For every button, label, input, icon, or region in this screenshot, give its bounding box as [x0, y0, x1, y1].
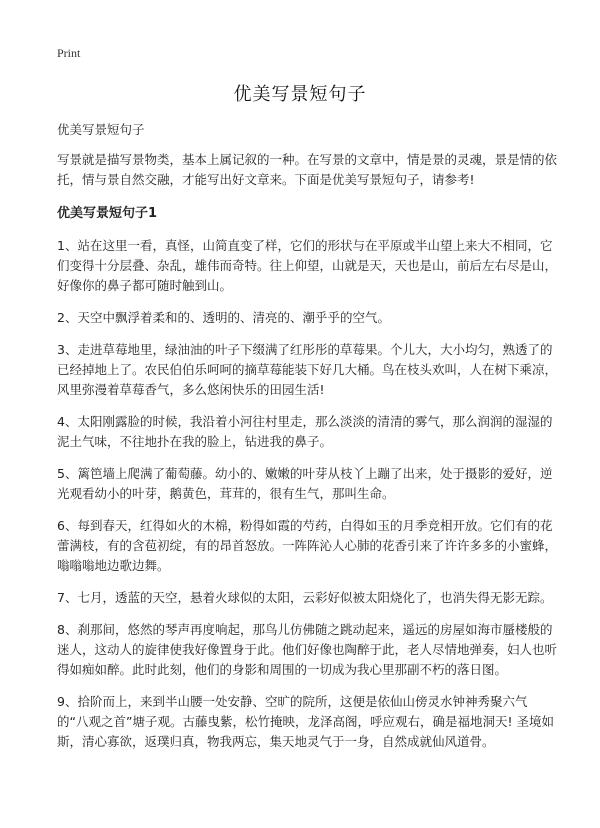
section-heading: 优美写景短句子1	[57, 206, 158, 221]
list-item: 7、七月，透蓝的天空，悬着火球似的太阳，云彩好似被太阳烧化了，也消失得无影无踪。	[57, 590, 553, 605]
list-item: 6、每到春天，红得如火的木棉，粉得如霞的芍药，白得如玉的月季竞相开放。它们有的花蕾满枝，有的含苞初绽，有的昂首怒放。一阵阵沁人心肺的花香引来了许许多多的小蜜蜂，嗡嗡嗡地边歌边舞。	[57, 518, 558, 573]
print-link[interactable]: Print	[57, 46, 81, 60]
list-item: 9、拾阶而上，来到半山腰一处安静、空旷的院所，这便是依仙山傍灵水钟神秀聚六气的“八观之首”塘子观。古藤曳紫，松竹掩映，龙泽高阁，呼应观右，确是福地洞天! 圣境如斯，清心寡欲，返璞归真，物我两忘，集天地灵气于一身，自然成就仙风道骨。	[57, 694, 554, 749]
list-item: 8、刹那间，悠然的琴声再度响起，那鸟儿仿佛随之跳动起来，遥远的房屋如海市蜃楼般的迷人，这动人的旋律使我好像置身于此。他们好像也陶醉于此，老人尽情地弹奏，妇人也听得如痴如醉。此时此刻，他们的身影和周围的一切成为我心里那副不朽的落日图。	[57, 622, 558, 677]
list-item: 2、天空中飘浮着柔和的、透明的、清亮的、潮乎乎的空气。	[57, 310, 390, 325]
list-item: 4、太阳刚露脸的时候，我沿着小河往村里走，那么淡淡的清清的雾气，那么润润的湿湿的泥土气味，不往地扑在我的脸上，钻进我的鼻子。	[57, 414, 553, 449]
page-title: 优美写景短句子	[233, 84, 367, 105]
list-item: 1、站在这里一看，真怪，山简直变了样，它们的形状与在平原或半山望上来大不相同，它们变得十分层叠、杂乱，雄伟而奇特。往上仰望，山就是天，天也是山，前后左右尽是山，好像你的鼻子都可随时触到山。	[57, 238, 558, 293]
article-intro: 写景就是描写景物类，基本上属记叙的一种。在写景的文章中，情是景的灵魂，景是情的依托，情与景自然交融，才能写出好文章来。下面是优美写景短句子，请参考!	[57, 152, 558, 187]
list-item: 3、走进草莓地里，绿油油的叶子下缀满了红彤彤的草莓果。个儿大，大小均匀，熟透了的已经掉地上了。农民伯伯乐呵呵的摘草莓能装下好几大桶。鸟在枝头欢叫，人在树下乘凉，风里弥漫着草莓香气，多么悠闲快乐的田园生活!	[57, 342, 558, 397]
article-subtitle: 优美写景短句子	[57, 122, 145, 137]
article-body	[57, 120, 557, 764]
list-item: 5、篱笆墙上爬满了葡萄藤。幼小的、嫩嫩的叶芽从枝丫上蹦了出来，处于摄影的爱好，逆光观看幼小的叶芽，鹅黄色，茸茸的，很有生气，那叫生命。	[57, 466, 553, 501]
